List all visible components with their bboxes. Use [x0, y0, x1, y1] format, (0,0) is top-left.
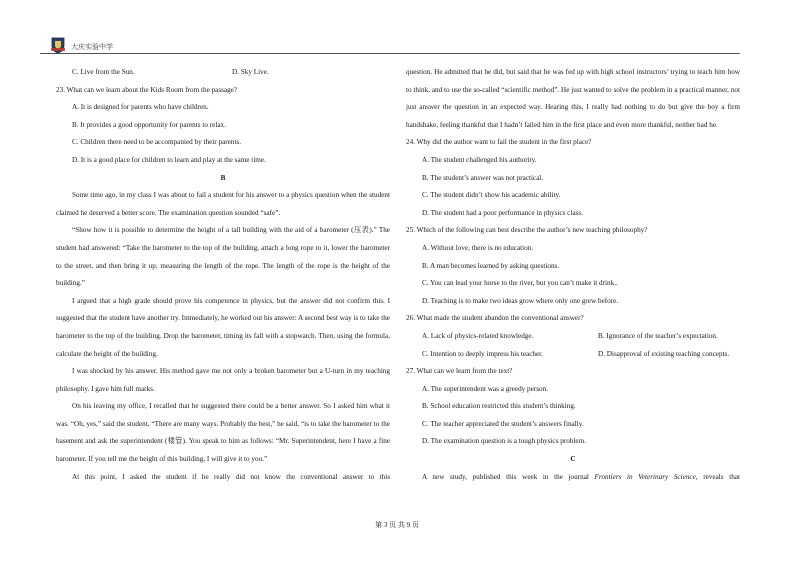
q26-options-ab: [406, 328, 740, 346]
question-25: 25. Which of the following can best describe the author’s new teaching philosophy?: [406, 226, 648, 235]
q27-option-a: A. The superintendent was a greedy person.: [422, 384, 549, 393]
passage-b-paragraph: At this point, I asked the student if he really did not know the conventional answer to this: [72, 472, 390, 481]
q24-option-d: D. The student had a poor performance in physics class.: [422, 208, 583, 217]
passage-b-paragraph: “Show how it is possible to determine the height of a tall building with the aid of a barometer (压表).” The student had answered: “Take the barometer to the top of the building, attach a long rope to it, lower the barometer to the street, and then bring it up, measuring the length of the rope. The length of the rope is the height of the building.”: [56, 226, 390, 288]
q27-option-c: C. The teacher appreciated the student’s answers finally.: [422, 419, 584, 428]
q25-option-d: D. Teaching is to make two ideas grow where only one grew before.: [422, 296, 619, 305]
q25-option-b: B. A man becomes learned by asking questions.: [422, 261, 560, 270]
section-b-heading: B: [220, 173, 226, 182]
question-27: 27. What can we learn from the text?: [406, 367, 513, 376]
passage-c-paragraph: [406, 469, 740, 487]
page-number: 第 3 页 共 9 页: [375, 521, 419, 529]
q24-option-c: C. The student didn’t show his academic ability.: [422, 191, 561, 200]
question-24: 24. Why did the author want to fail the student in the first place?: [406, 138, 592, 147]
passage-c-text-start: A new study, published this week in the journal: [422, 472, 595, 481]
passage-b-paragraph: I was shocked by his answer. His method gave me not only a broken barometer but a U-turn in my teaching philosophy. I gave him full marks.: [56, 367, 390, 393]
school-crest-icon: [50, 36, 66, 54]
q26-option-c: C. Intention to deeply impress his teacher.: [422, 349, 543, 358]
q23-option-b: B. It provides a good opportunity for parents to relax.: [72, 120, 226, 129]
q23-option-c: C. Children there need to be accompanied by their parents.: [72, 138, 242, 147]
right-column: [406, 64, 740, 486]
q27-option-b: B. School education restricted this student’s thinking.: [422, 402, 576, 411]
passage-b-paragraph: Some time ago, in my class I was about to fail a student for his answer to a physics question when the student claimed he deserved a better score. The examination question sounded “safe”.: [56, 191, 390, 217]
question-23: 23. What can we learn about the Kids Room from the passage?: [56, 85, 238, 94]
q24-option-a: A. The student challenged his authority.: [422, 155, 537, 164]
q24-option-b: B. The student’s answer was not practical.: [422, 173, 544, 182]
q26-option-b: B. Ignorance of the teacher’s expectation.: [598, 331, 718, 340]
question-26: 26. What made the student abandon the conventional answer?: [406, 314, 584, 323]
q26-option-d: D. Disapproval of existing teaching concepts.: [598, 349, 730, 358]
passage-c-text-end: , reveals that: [695, 472, 740, 481]
school-name: 大庆实验中学: [71, 43, 113, 51]
journal-name: Frontiers in Veterinary Science: [594, 472, 696, 481]
q23-option-a: A. It is designed for parents who have children.: [72, 103, 209, 112]
header-rule: [40, 53, 740, 54]
q25-option-a: A. Without love, there is no education.: [422, 243, 534, 252]
section-c-heading: C: [570, 455, 576, 464]
q22-option-c: C. Live from the Sun.: [72, 68, 135, 76]
q27-option-d: D. The examination question is a tough physics problem.: [422, 437, 586, 446]
passage-b-paragraph: On his leaving my office, I recalled that he suggested there could be a better answer. So I asked him what it was. “Oh, yes,” said the student, “There are many ways. Probably the best,” he said, “is to take the barometer to the basement and ask the superintendent (楼管). You speak to him as follows: “Mr. Superintendent, here I have a fine barometer. If you tell me the height of this building, I will give it to you.”: [56, 402, 390, 464]
q23-option-d: D. It is a good place for children to learn and play at the same time.: [72, 155, 266, 164]
left-column: [56, 64, 390, 486]
q25-option-c: C. You can lead your horse to the river, but you can’t make it drink..: [422, 279, 618, 288]
q22-option-d: D. Sky Live.: [232, 68, 269, 76]
q26-option-a: A. Lack of physics-related knowledge.: [422, 331, 534, 340]
q22-options-cd: [56, 64, 390, 82]
q26-options-cd: [406, 346, 740, 364]
passage-b-paragraph-continued: question. He admitted that he did, but said that he was fed up with high school instructors’ trying to teach him how to think, and to use the so-called “scientific method”. He just wanted to solve the problem in a practical manner, not just answer the question in an expected way. Hearing this, I really had nothing to do but give the boy a firm handshake, feeling thankful that I hadn’t failed him in the first place and even more thankful, neither had he.: [406, 68, 740, 129]
passage-b-paragraph: I argued that a high grade should prove his competence in physics, but the answer did not confirm this. I suggested that the student have another try. Immediately, he worked out his answer: A second best way is to take the barometer to the top of the building. Drop the barometer, timing its fall with a stopwatch. Then, using the formula, calculate the height of the building.: [56, 296, 390, 358]
